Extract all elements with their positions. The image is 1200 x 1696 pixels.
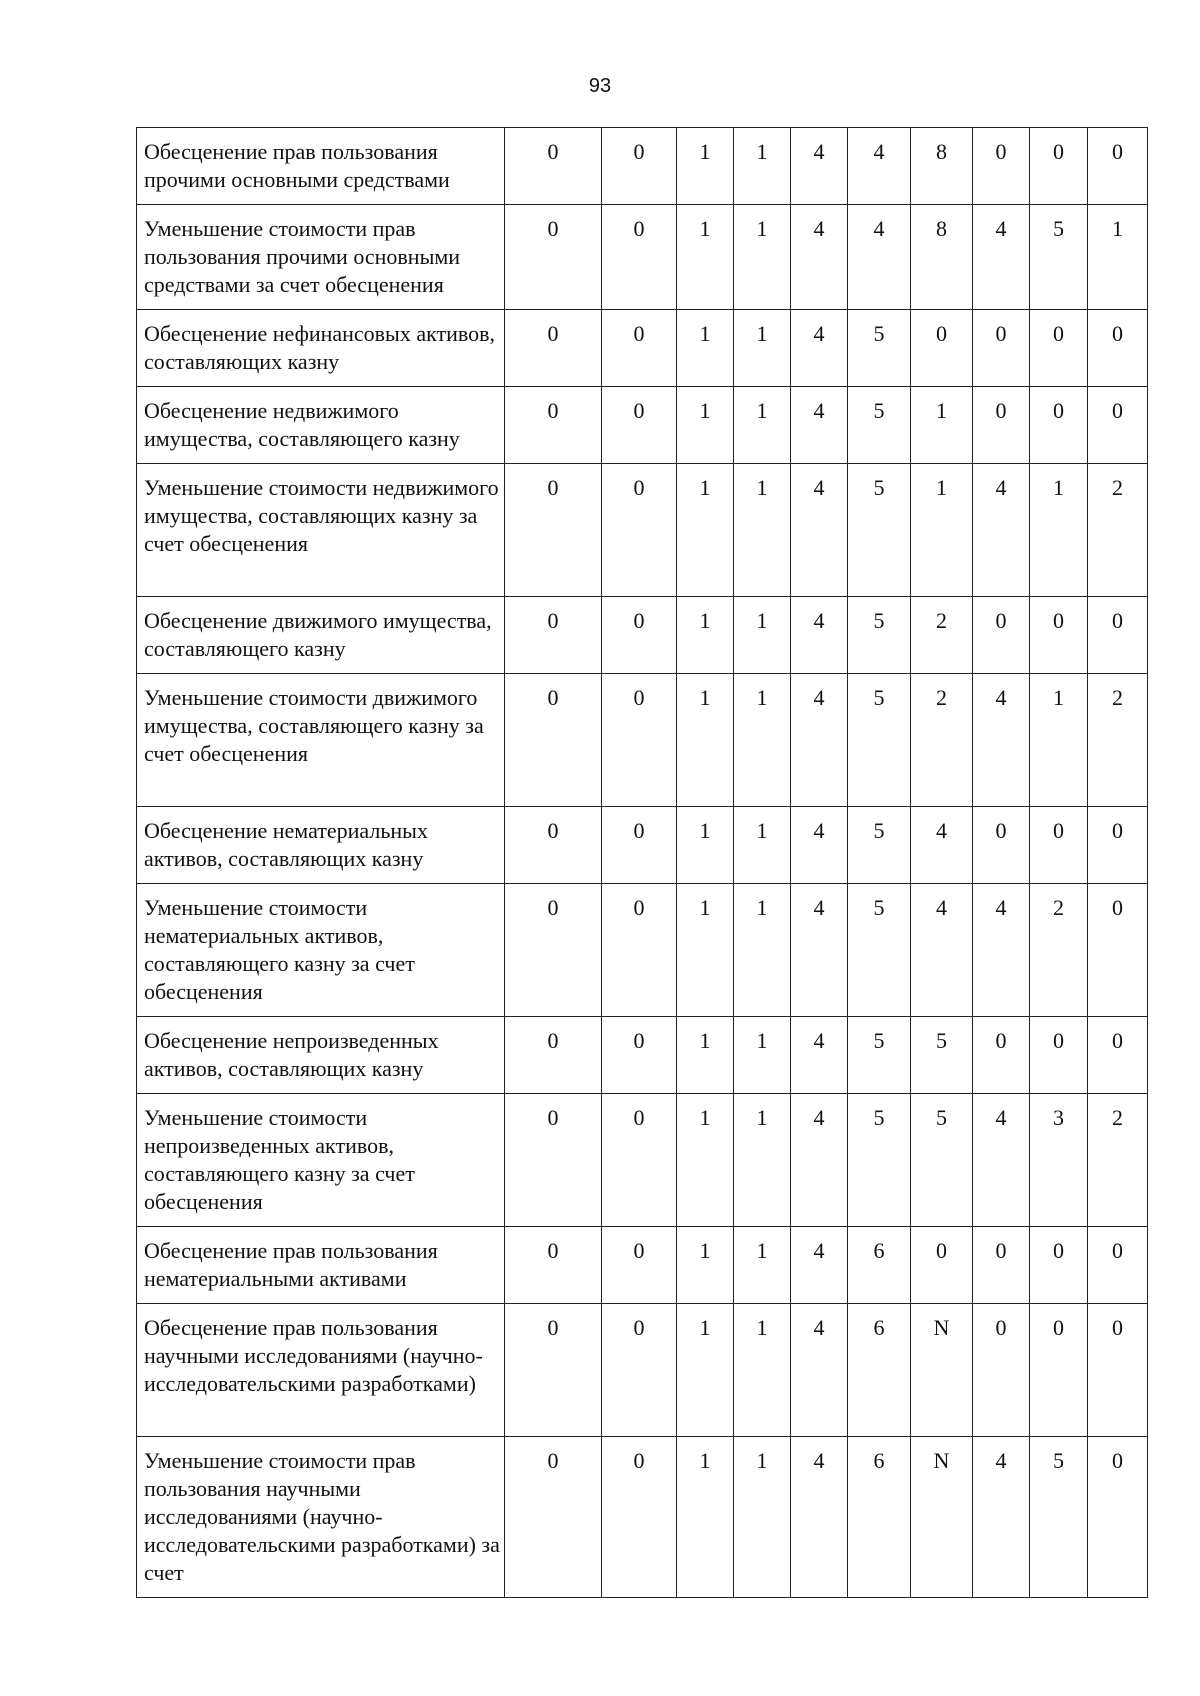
code-digit: 5 [848,597,911,674]
code-digit: 4 [791,1094,848,1227]
code-digit: 1 [734,464,791,597]
table-row [137,1227,1148,1304]
code-digit: 0 [973,597,1030,674]
code-digit: 0 [1030,1227,1088,1304]
code-digit: 1 [677,128,734,205]
code-digit: 1 [911,464,973,597]
code-digit: 0 [1030,310,1088,387]
code-digit: 0 [911,1227,973,1304]
code-digit: 1 [734,884,791,1017]
row-description: Уменьшение стоимости недвижимого имущества, составляющих казну за счет обесценения [137,464,505,597]
code-digit: 1 [734,205,791,310]
code-digit: 1 [677,1017,734,1094]
code-digit: 1 [677,807,734,884]
code-digit: 1 [734,1017,791,1094]
code-digit: 0 [505,1094,602,1227]
row-description: Обесценение прав пользования научными исследованиями (научно-исследовательскими разработками) [137,1304,505,1437]
code-digit: 4 [973,1094,1030,1227]
code-digit: 5 [848,310,911,387]
row-description: Обесценение движимого имущества, составляющего казну [137,597,505,674]
code-digit: 4 [791,884,848,1017]
code-digit: 1 [911,387,973,464]
code-digit: 3 [1030,1094,1088,1227]
code-digit: 0 [973,1304,1030,1437]
code-digit: 0 [973,1227,1030,1304]
code-digit: 0 [1088,597,1148,674]
code-digit: 0 [602,1437,677,1598]
code-digit: 6 [848,1304,911,1437]
code-digit: 0 [505,310,602,387]
code-digit: 5 [848,674,911,807]
code-digit: 4 [848,128,911,205]
code-digit: 0 [602,1094,677,1227]
code-digit: 4 [973,205,1030,310]
code-digit: 4 [791,1017,848,1094]
code-digit: 1 [734,387,791,464]
code-digit: 0 [1088,1304,1148,1437]
code-digit: 4 [973,464,1030,597]
code-digit: 4 [791,205,848,310]
row-description: Обесценение нематериальных активов, составляющих казну [137,807,505,884]
code-digit: 1 [734,807,791,884]
table-row [137,1017,1148,1094]
row-description: Обесценение недвижимого имущества, составляющего казну [137,387,505,464]
page-number: 93 [588,75,612,97]
code-digit: 0 [1030,597,1088,674]
code-digit: 0 [505,674,602,807]
row-description: Обесценение прав пользования нематериальными активами [137,1227,505,1304]
code-digit: 5 [911,1094,973,1227]
row-description: Уменьшение стоимости движимого имущества, составляющего казну за счет обесценения [137,674,505,807]
table-row [137,674,1148,807]
code-digit: 1 [677,597,734,674]
code-digit: 0 [602,674,677,807]
table-row [137,387,1148,464]
code-digit: 5 [911,1017,973,1094]
code-digit: 0 [1088,387,1148,464]
table-row [137,1304,1148,1437]
code-digit: 1 [734,310,791,387]
table-row [137,128,1148,205]
code-digit: 4 [791,807,848,884]
code-digit: 1 [677,1437,734,1598]
code-digit: 1 [677,387,734,464]
code-digit: 0 [505,1227,602,1304]
code-digit: 1 [1088,205,1148,310]
code-digit: 5 [848,1017,911,1094]
code-digit: 0 [602,597,677,674]
code-digit: 4 [791,387,848,464]
code-digit: 0 [505,807,602,884]
code-digit: 5 [848,464,911,597]
code-digit: 0 [505,597,602,674]
code-digit: 8 [911,128,973,205]
code-digit: N [911,1437,973,1598]
code-digit: 1 [677,1094,734,1227]
code-digit: 5 [1030,205,1088,310]
row-description: Уменьшение стоимости прав пользования научными исследованиями (научно-исследовательскими разработками) за счет [137,1437,505,1598]
table-row [137,597,1148,674]
code-digit: 0 [505,205,602,310]
table-row [137,464,1148,597]
code-digit: 1 [734,1437,791,1598]
code-digit: 1 [677,674,734,807]
code-digit: 0 [602,310,677,387]
table-row [137,310,1148,387]
code-digit: 5 [848,1094,911,1227]
code-digit: 1 [734,1304,791,1437]
code-digit: 4 [848,205,911,310]
code-digit: 5 [848,884,911,1017]
code-digit: 0 [1088,1437,1148,1598]
code-digit: 0 [602,1017,677,1094]
code-digit: N [911,1304,973,1437]
code-digit: 1 [734,597,791,674]
code-digit: 0 [602,205,677,310]
code-digit: 1 [734,674,791,807]
code-digit: 2 [1088,1094,1148,1227]
row-description: Обесценение нефинансовых активов, составляющих казну [137,310,505,387]
code-digit: 1 [677,1304,734,1437]
code-digit: 0 [1088,1017,1148,1094]
code-digit: 1 [734,1227,791,1304]
code-digit: 1 [677,1227,734,1304]
code-digit: 0 [973,128,1030,205]
code-digit: 0 [505,387,602,464]
code-digit: 2 [911,674,973,807]
code-digit: 0 [1088,884,1148,1017]
code-digit: 1 [1030,674,1088,807]
table-row [137,205,1148,310]
code-digit: 1 [677,884,734,1017]
table-body [137,128,1148,1598]
code-digit: 4 [791,674,848,807]
code-digit: 0 [973,1017,1030,1094]
code-digit: 6 [848,1437,911,1598]
code-digit: 0 [602,884,677,1017]
code-digit: 0 [1030,1304,1088,1437]
code-digit: 0 [602,807,677,884]
code-digit: 4 [973,1437,1030,1598]
code-digit: 4 [973,884,1030,1017]
code-digit: 0 [505,1017,602,1094]
code-digit: 8 [911,205,973,310]
row-description: Уменьшение стоимости непроизведенных активов, составляющего казну за счет обесценения [137,1094,505,1227]
row-description: Обесценение непроизведенных активов, составляющих казну [137,1017,505,1094]
code-digit: 0 [505,1304,602,1437]
code-digit: 0 [1088,807,1148,884]
code-digit: 0 [1088,310,1148,387]
code-digit: 0 [602,464,677,597]
code-digit: 1 [677,205,734,310]
code-digit: 4 [791,1227,848,1304]
code-digit: 6 [848,1227,911,1304]
code-digit: 5 [848,807,911,884]
code-digit: 2 [1088,464,1148,597]
code-digit: 0 [1030,1017,1088,1094]
code-digit: 4 [791,597,848,674]
code-digit: 0 [1030,128,1088,205]
code-digit: 0 [505,128,602,205]
code-digit: 1 [677,310,734,387]
code-digit: 4 [791,128,848,205]
code-digit: 2 [1030,884,1088,1017]
account-codes-table [136,127,1148,1598]
table-row [137,807,1148,884]
code-digit: 4 [791,310,848,387]
code-digit: 5 [1030,1437,1088,1598]
code-digit: 4 [973,674,1030,807]
code-digit: 0 [505,884,602,1017]
code-digit: 4 [911,884,973,1017]
code-digit: 4 [791,1437,848,1598]
code-digit: 5 [848,387,911,464]
table-row [137,884,1148,1017]
code-digit: 0 [602,1227,677,1304]
code-digit: 0 [973,807,1030,884]
code-digit: 4 [791,1304,848,1437]
code-digit: 4 [791,464,848,597]
code-digit: 0 [1088,1227,1148,1304]
code-digit: 1 [1030,464,1088,597]
code-digit: 4 [911,807,973,884]
code-digit: 2 [1088,674,1148,807]
code-digit: 1 [677,464,734,597]
row-description: Обесценение прав пользования прочими основными средствами [137,128,505,205]
row-description: Уменьшение стоимости нематериальных активов, составляющего казну за счет обесценения [137,884,505,1017]
table-row [137,1437,1148,1598]
code-digit: 2 [911,597,973,674]
row-description: Уменьшение стоимости прав пользования прочими основными средствами за счет обесценения [137,205,505,310]
code-digit: 0 [973,387,1030,464]
code-digit: 0 [1030,387,1088,464]
code-digit: 0 [1030,807,1088,884]
code-digit: 0 [1088,128,1148,205]
code-digit: 0 [602,1304,677,1437]
code-digit: 0 [973,310,1030,387]
code-digit: 0 [911,310,973,387]
code-digit: 1 [734,128,791,205]
code-digit: 0 [602,128,677,205]
code-digit: 0 [602,387,677,464]
table-row [137,1094,1148,1227]
code-digit: 1 [734,1094,791,1227]
code-digit: 0 [505,464,602,597]
code-digit: 0 [505,1437,602,1598]
